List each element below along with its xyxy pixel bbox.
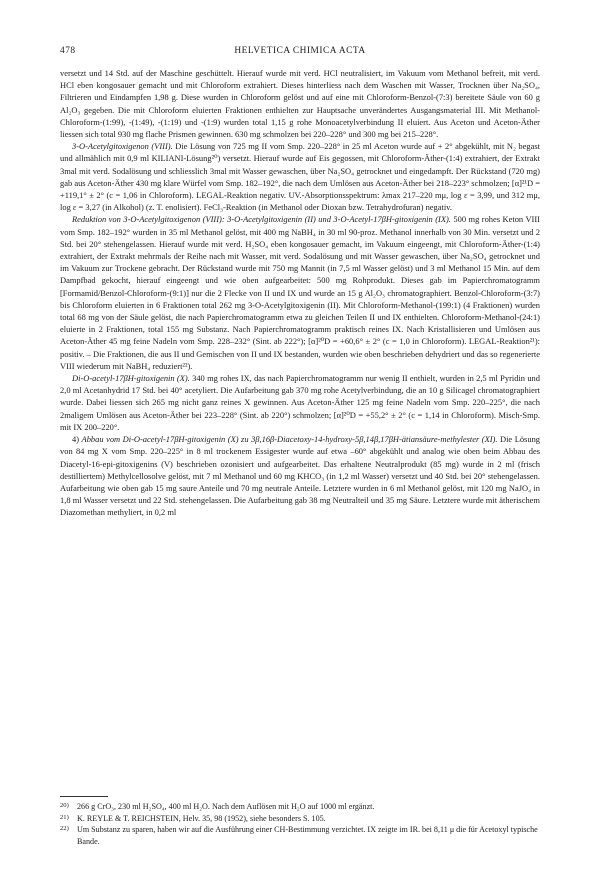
footnote-text: Um Substanz zu sparen, haben wir auf die Ausführung einer CH-Bestimmung verzichtet. IX zeigte im IR. bei 8,11 μ die für Acetoxyl typische Bande. — [77, 825, 538, 846]
paragraph-diacetyl — [60, 372, 540, 433]
footnote-number: 20) — [60, 802, 69, 809]
footnote-number: 21) — [60, 813, 69, 821]
footnote-text: 266 g CrO₃, 230 ml H₂SO₄, 400 ml H₂O. Nach dem Auflösen mit H₂O auf 1000 ml ergänzt. — [77, 802, 375, 811]
paragraph-reduction — [60, 213, 540, 372]
paragraph-gitoxigenon — [60, 140, 540, 213]
footnote-22 — [60, 824, 540, 847]
paragraph-degradation-text: Die Lösung von 84 mg X vom Smp. 220–225° in 8 ml trockenem Essigester wurde auf etwa –60° abgekühlt und analog wie oben beim Abbau des Diacetyl-16-epi-gitoxigenins (V) beschrieben ozonisiert und aufgearbeitet. Das erhaltene Neutralprodukt (85 mg) wurde in 2 ml (frisch destilliertem) Methylcellosolve gelöst, mit 7 ml Methanol und 60 mg KHCO₃ (in 1,2 ml Wasser) versetzt und 40 Std. bei 20° stehengelassen. Aufarbeitung wie oben gab 15 mg saure Anteile und 70 mg neutrale Anteile. Letztere wurden in 6 ml Methanol gelöst, mit 120 mg NaJO₄ in 1,8 ml Wasser versetzt und 22 Std. stehengelassen. Die Aufarbeitung gab 38 mg Neutralteil und 35 mg Säure. Letztere wurde mit ätherischem Diazomethan methyliert, in 0,2 ml — [60, 434, 541, 518]
journal-title: HELVETICA CHIMICA ACTA — [234, 46, 366, 56]
section-title-diacetyl: Di-O-acetyl-17βH-gitoxigenin (X). — [72, 373, 190, 384]
paragraph-workup: versetzt und 14 Std. auf der Maschine geschüttelt. Hierauf wurde mit verd. HCl neutralisiert, im Vakuum vom Methanol befreit, mit verd. HCl eben kongosauer gemacht und mit Chloroform extrahiert. Dieses hinterliess nach dem Waschen mit Wasser, Trocknen über Na₂SO₄, Filtrieren und Eindampfen 1,98 g. Diese wurden in Chloroform gelöst und auf eine mit Chloroform-Benzol-(7:3) bereitete Säule von 60 g Al₂O₃ gegeben. Die mit Chloroform eluierten Fraktionen enthielten zur Hauptsache unverändertes Ausgangsmaterial III. Mit Methanol-Chloroform-(1:99), -(1:49), -(1:19) und -(1:9) wurden total 1,15 g rohe Monoacetylverbindung II eluiert. Aus Aceton und Aceton-Äther liessen sich total 930 mg flache Prismen gewinnen. 630 mg schmolzen bei 220–228° und 300 mg bei 215–228°. — [60, 68, 540, 140]
article-body — [60, 67, 540, 519]
paragraph-diacetyl-text: 340 mg rohes IX, das nach Papierchromatogramm nur wenig II enthielt, wurden in 2,5 ml Pyridin und 2,0 ml Acetanhydrid 17 Std. bei 40° acetyliert. Die Aufarbeitung gab 370 mg rohe Acetylverbindung, die an 10 g Silicagel chromatographiert wurde. Dabei liessen sich 265 mg nicht ganz reines X gewinnen. Aus Aceton-Äther 125 mg feine Nadeln vom Smp. 220–225°, die nach 2maligem Umlösen aus Aceton-Äther bei 223–228° (Sint. ab 220°) schmolzen; [α]²⁰D = +55,2° ± 2° (c = 1,14 in Chloroform). Misch-Smp. mit IX 200–220°. — [60, 373, 540, 432]
section-title-degradation: Abbau vom Di-O-acetyl-17βH-gitoxigenin (X) zu 3β,16β-Diacetoxy-14-hydroxy-5β,14β,17βH-ätiansäure-methylester (XI). — [81, 434, 498, 445]
page-number: 478 — [60, 46, 76, 56]
running-header — [60, 46, 540, 60]
footnote-21 — [60, 813, 540, 825]
footnote-text: K. REYLE & T. REICHSTEIN, Helv. 35, 98 (1952), siehe besonders S. 105. — [77, 813, 326, 823]
footnote-divider — [60, 796, 108, 797]
section-number: 4) — [72, 434, 82, 445]
paragraph-gitoxigenon-text: Die Lösung von 725 mg II vom Smp. 220–228° in 25 ml Aceton wurde auf + 2° abgekühlt, mit N₂ begast und allmählich mit 0,9 ml KILIANI-Lösung²⁰) versetzt. Hierauf wurde auf Eis gegossen, mit Chloroform-Äther-(1:4) extrahiert, der Extrakt 3mal mit verd. Sodalösung und schliesslich 3mal mit Wasser gewaschen, über Na₂SO₄ getrocknet und eingedampft. Der Rückstand (720 mg) gab aus Aceton-Äther 430 mg klare Würfel vom Smp. 182–192°, die nach dem Umlösen aus Aceton-Äther bei 218–223° schmolzen; [α]²¹D = +119,1° ± 2° (c = 1,06 in Chloroform). LEGAL-Reaktion negativ. UV.-Absorptionsspektrum: λmax 217–220 mμ, log ε = 3,99, und 312 mμ, log ε = 3,27 (in Alkohol) (z. T. enolisiert). FeCl₃-Reaktion (in Methanol oder Dioxan bzw. Tetrahydrofuran) negativ. — [60, 141, 540, 213]
footnote-number: 22) — [60, 825, 69, 832]
paragraph-reduction-text: 500 mg rohes Keton VIII vom Smp. 182–192° wurden in 35 ml Methanol gelöst, mit 400 mg NaBH₄ in 30 ml 90-proz. Methanol innerhalb von 30 Min. versetzt und 2 Std. bei 20° stehengelassen. Hierauf wurde mit verd. H₂SO₄ eben kongosauer gemacht, im Vakuum eingeengt, mit Chloroform-Äther-(1:4) extrahiert, der Extrakt mehrmals der Reihe nach mit Wasser, mit verd. Sodalösung und mit Wasser gewaschen, über Na₂SO₄ getrocknet und im Vakuum zur Trockene gebracht. Der Rückstand wurde mit 750 mg Mannit (in 7,5 ml Wasser gelöst) und 3 ml Methanol 15 Min. auf dem Dampfbad gekocht, hierauf eingeengt und wie oben aufgearbeitet: 500 mg Rohprodukt. Dieses gab im Papierchromatogramm [Formamid/Benzol-Chloroform-(9:1)] nur die 2 Flecke von II und IX und wurde an 15 g Al₂O₃ chromatographiert. Benzol-Chloroform-(3:7) bis Chloroform eluierten in 6 Fraktionen total 262 mg 3-O-Acetylgitoxigenin (II). Mit Chloroform-Methanol-(199:1) (4 Fraktionen) wurden total 68 mg von der Säule gelöst, die nach Papierchromatogramm etwa zu gleichen Teilen II und IX enthielten. Chloroform-Methanol-(24:1) eluierte in 2 Fraktionen, total 155 mg Substanz. Nach Papierchromatogramm praktisch reines IX. Nach Kristallisieren und Umlösen aus Aceton-Äther 45 mg feine Nadeln vom Smp. 228–232° (Sint. ab 222°); [α]²⁰D = +60,6° ± 2° (c = 1,0 in Chloroform). LEGAL-Reaktion²¹): positiv. – Die Fraktionen, die aus II und Gemischen von II und IX bestanden, wurden wie oben beschrieben dehydriert und das so regenerierte VIII wiederum mit NaBH₄ reduziert²²). — [60, 214, 541, 371]
footnote-20 — [60, 801, 540, 813]
section-title-reduction: Reduktion von 3-O-Acetylgitoxigenon (VIII): 3-O-Acetylgitoxigenin (II) und 3-O-Acetyl-17βH-gitoxigenin (IX). — [72, 214, 451, 225]
paragraph-degradation — [60, 433, 540, 518]
section-title-gitoxigenon: 3-O-Acetylgitoxigenon (VIII). — [72, 141, 173, 152]
footnotes — [60, 801, 540, 847]
